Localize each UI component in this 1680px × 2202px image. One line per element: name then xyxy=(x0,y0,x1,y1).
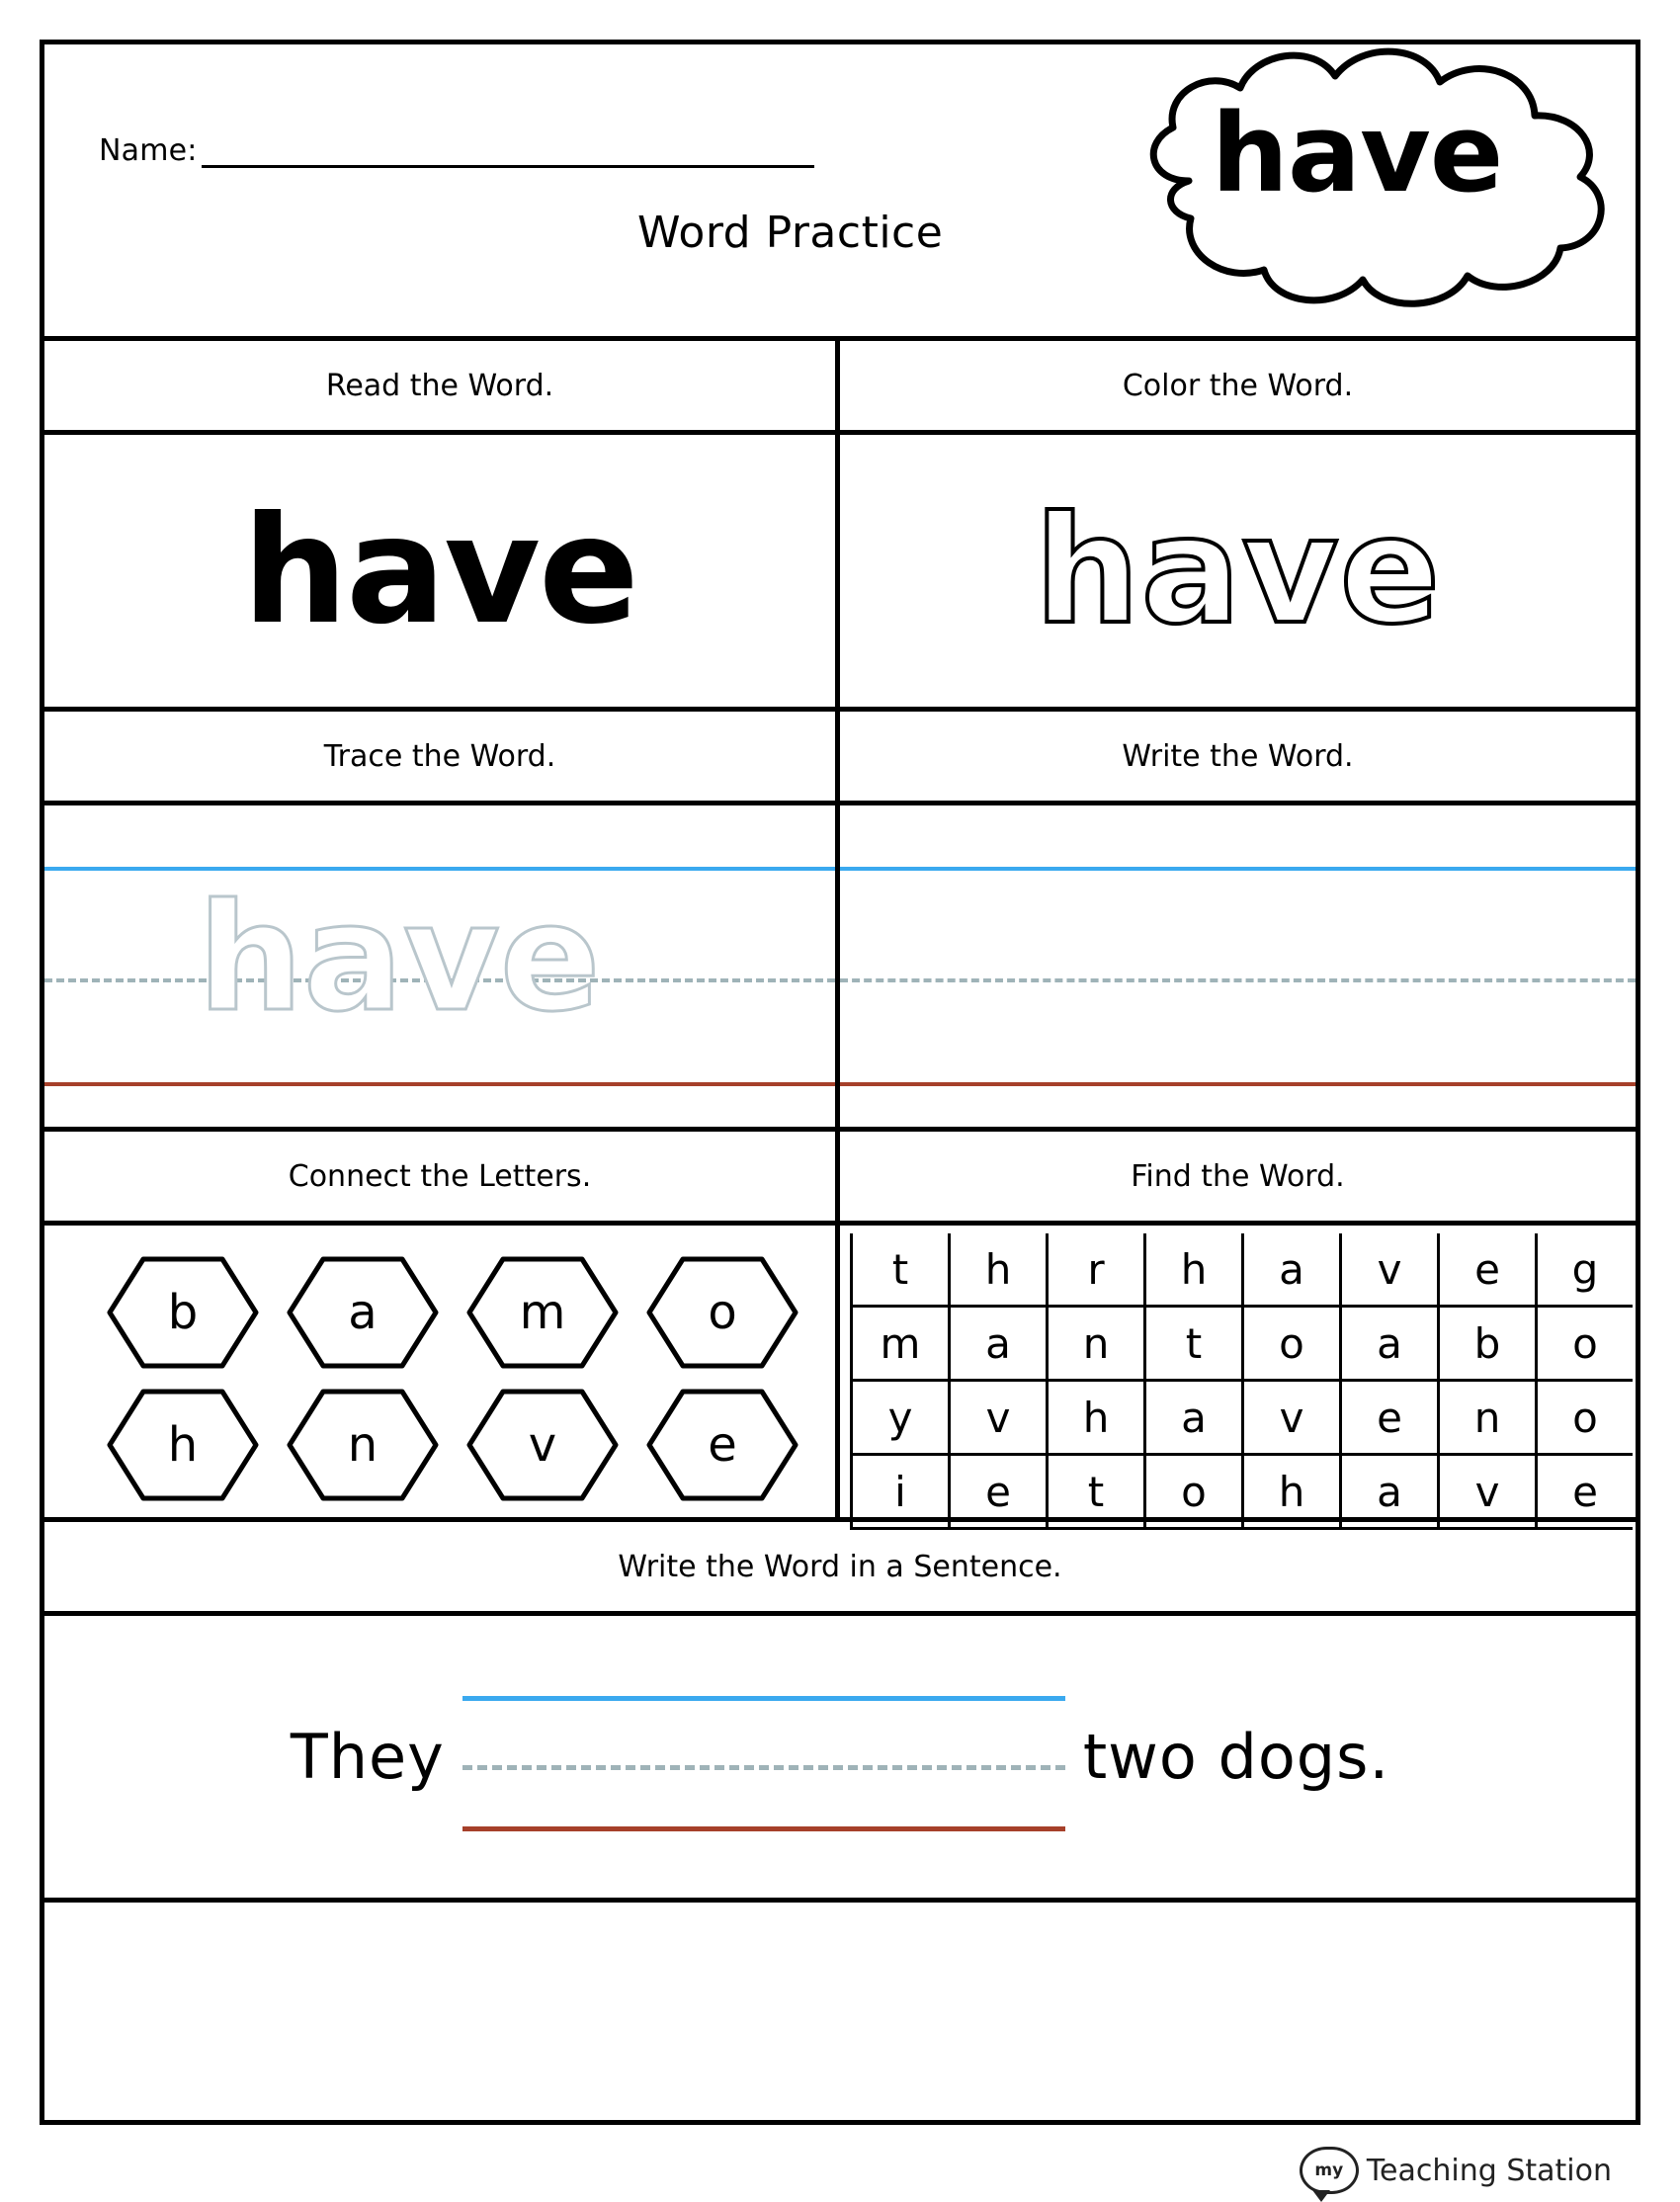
trace-the-word-cell[interactable] xyxy=(44,805,840,1127)
word-search-cell[interactable]: a xyxy=(1243,1233,1341,1307)
word-search-cell[interactable]: i xyxy=(852,1455,950,1529)
label-sentence-row xyxy=(44,1522,1636,1616)
label-color: Color the Word. xyxy=(1122,368,1354,403)
word-search-cell[interactable]: v xyxy=(1439,1455,1537,1529)
word-search-cell[interactable]: v xyxy=(1341,1233,1439,1307)
word-search-cell[interactable]: v xyxy=(950,1381,1048,1455)
word-search-cell[interactable]: o xyxy=(1537,1307,1634,1381)
hexagon-letter-text: v xyxy=(528,1417,557,1473)
word-search-cell[interactable]: h xyxy=(1048,1381,1145,1455)
word-search-cell[interactable]: g xyxy=(1537,1233,1634,1307)
label-connect: Connect the Letters. xyxy=(44,1132,840,1221)
rule-mid-dashed-line xyxy=(462,1765,1065,1770)
word-search-cell[interactable]: t xyxy=(1145,1307,1243,1381)
word-search-cell[interactable]: o xyxy=(1537,1381,1634,1455)
word-search-row xyxy=(852,1455,1634,1529)
write-the-word-cell[interactable] xyxy=(840,805,1636,1127)
row-sentence xyxy=(44,1616,1636,1903)
sentence-blank-input[interactable] xyxy=(462,1668,1065,1846)
worksheet-page xyxy=(40,40,1640,2188)
labels-read-color xyxy=(44,341,1636,435)
name-field-row xyxy=(99,133,814,168)
rule-top-line xyxy=(44,867,835,871)
hexagon-letter-text: a xyxy=(348,1285,378,1340)
word-search-grid[interactable] xyxy=(850,1233,1633,1530)
hexagon-letter-text: o xyxy=(708,1285,737,1340)
label-write: Write the Word. xyxy=(1122,738,1354,774)
word-search-cell[interactable]: o xyxy=(1243,1307,1341,1381)
hexagon-letter[interactable] xyxy=(104,1386,262,1504)
speech-bubble-icon: my xyxy=(1300,2147,1359,2194)
rule-mid-dashed-line xyxy=(840,978,1636,982)
label-trace: Trace the Word. xyxy=(44,712,840,801)
hexagon-letter[interactable] xyxy=(284,1386,442,1504)
site-logo xyxy=(1300,2147,1612,2194)
word-search-row xyxy=(852,1381,1634,1455)
logo-text: Teaching Station xyxy=(1366,2153,1612,2188)
hexagon-letter[interactable] xyxy=(463,1253,622,1372)
worksheet-header xyxy=(44,44,1636,341)
label-sentence: Write the Word in a Sentence. xyxy=(618,1549,1062,1584)
word-search-cell[interactable]: o xyxy=(1145,1455,1243,1529)
trace-word[interactable]: have xyxy=(198,873,601,1045)
word-search-cell[interactable]: m xyxy=(852,1307,950,1381)
row-connect-find xyxy=(44,1226,1636,1522)
word-search-row xyxy=(852,1233,1634,1307)
label-find: Find the Word. xyxy=(1131,1158,1345,1194)
page-title: Word Practice xyxy=(637,208,944,258)
hexagon-letter[interactable] xyxy=(284,1253,442,1372)
cloud-bubble xyxy=(1070,33,1643,314)
hexagon-letter[interactable] xyxy=(104,1253,262,1372)
word-search-cell[interactable]: t xyxy=(1048,1455,1145,1529)
word-search-cell[interactable]: v xyxy=(1243,1381,1341,1455)
row-trace-write xyxy=(44,805,1636,1132)
word-search-cell[interactable]: b xyxy=(1439,1307,1537,1381)
rule-baseline xyxy=(462,1826,1065,1831)
word-search-cell[interactable]: e xyxy=(950,1455,1048,1529)
hexagon-letter-text: n xyxy=(347,1417,378,1473)
hexagon-letter-text: b xyxy=(167,1285,199,1340)
word-search-cell[interactable]: a xyxy=(1145,1381,1243,1455)
word-search-cell[interactable]: e xyxy=(1537,1455,1634,1529)
hexagon-letter-text: h xyxy=(167,1417,199,1473)
sentence-before-text: They xyxy=(290,1721,445,1793)
trace-ruled-lines xyxy=(44,805,835,1127)
read-word: have xyxy=(242,484,637,657)
word-search-cell[interactable]: a xyxy=(950,1307,1048,1381)
read-the-word-cell xyxy=(44,435,840,707)
rule-top-line xyxy=(462,1696,1065,1701)
word-search-cell[interactable]: h xyxy=(1145,1233,1243,1307)
sentence-after-text: two dogs. xyxy=(1082,1721,1390,1793)
hexagon-letter-grid xyxy=(104,1253,801,1504)
name-input-line[interactable] xyxy=(202,135,814,168)
word-search-cell[interactable]: y xyxy=(852,1381,950,1455)
header-word: have xyxy=(1211,90,1503,216)
find-the-word-cell[interactable] xyxy=(840,1226,1636,1517)
word-search-cell[interactable]: h xyxy=(1243,1455,1341,1529)
word-search-cell[interactable]: e xyxy=(1341,1381,1439,1455)
labels-connect-find xyxy=(44,1132,1636,1226)
word-search-cell[interactable]: a xyxy=(1341,1455,1439,1529)
hexagon-letter[interactable] xyxy=(463,1386,622,1504)
word-search-cell[interactable]: t xyxy=(852,1233,950,1307)
word-search-cell[interactable]: n xyxy=(1048,1307,1145,1381)
hexagon-letter[interactable] xyxy=(643,1386,801,1504)
name-label: Name: xyxy=(99,133,198,168)
word-search-cell[interactable]: n xyxy=(1439,1381,1537,1455)
word-search-cell[interactable]: e xyxy=(1439,1233,1537,1307)
hexagon-letter[interactable] xyxy=(643,1253,801,1372)
word-search-cell[interactable]: a xyxy=(1341,1307,1439,1381)
word-search-cell[interactable]: r xyxy=(1048,1233,1145,1307)
color-word-outline[interactable]: have xyxy=(1034,484,1442,657)
hexagon-letter-text: m xyxy=(519,1285,566,1340)
hexagon-letter-text: e xyxy=(708,1417,737,1473)
rule-top-line xyxy=(840,867,1636,871)
connect-the-letters-cell[interactable] xyxy=(44,1226,840,1517)
write-ruled-lines xyxy=(840,805,1636,1127)
word-search-row xyxy=(852,1307,1634,1381)
word-search-cell[interactable]: h xyxy=(950,1233,1048,1307)
row-read-color xyxy=(44,435,1636,712)
sentence-line xyxy=(44,1616,1636,1898)
rule-baseline xyxy=(840,1082,1636,1086)
labels-trace-write xyxy=(44,712,1636,805)
color-the-word-cell[interactable] xyxy=(840,435,1636,707)
label-read: Read the Word. xyxy=(44,341,840,430)
rule-baseline xyxy=(44,1082,835,1086)
